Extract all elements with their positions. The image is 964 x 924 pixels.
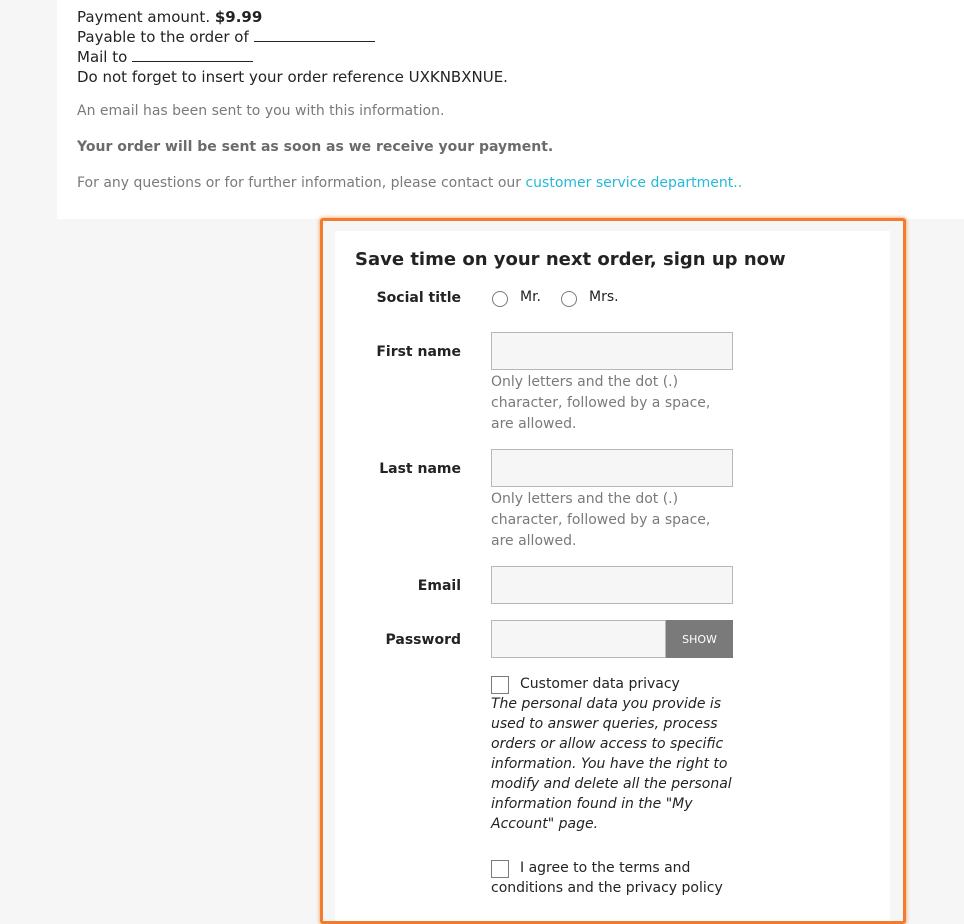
order-reference: UXKNBXNUE (408, 68, 504, 86)
signup-highlight-frame (320, 218, 906, 924)
radio-mrs[interactable] (561, 291, 577, 307)
payment-instructions (77, 7, 508, 87)
order-reference-line: Do not forget to insert your order reference UXKNBXNUE. (77, 68, 508, 86)
first-name-hint: Only letters and the dot (.) character, followed by a space, are allowed. (491, 374, 711, 432)
radio-mrs-label[interactable]: Mrs. (589, 289, 619, 305)
terms-checkbox-label[interactable]: I agree to the terms and conditions and the privacy policy (491, 860, 723, 896)
social-title-label: Social title (376, 290, 461, 306)
radio-mr[interactable] (492, 291, 508, 307)
mail-to-line: Mail to (77, 47, 508, 67)
radio-mr-label[interactable]: Mr. (520, 289, 541, 305)
signup-title: Save time on your next order, sign up now (355, 249, 786, 270)
first-name-label: First name (376, 344, 461, 360)
payment-amount: $9.99 (214, 8, 263, 26)
show-password-button[interactable]: SHOW (666, 620, 733, 658)
email-sent-notice: An email has been sent to you with this information. (77, 103, 445, 119)
privacy-checkbox-label[interactable]: Customer data privacy (520, 676, 680, 692)
mail-to-blank (132, 47, 253, 62)
payable-to-line: Payable to the order of (77, 27, 508, 47)
customer-service-link[interactable]: customer service department. (525, 175, 738, 191)
first-name-input[interactable] (491, 332, 733, 370)
email-input[interactable] (491, 566, 733, 604)
signup-form (335, 231, 890, 921)
order-shipping-notice: Your order will be sent as soon as we receive your payment. (77, 139, 554, 155)
contact-notice: For any questions or for further information, please contact our customer service department.. (77, 175, 743, 191)
order-confirmation-panel (57, 0, 964, 219)
last-name-input[interactable] (491, 449, 733, 487)
password-input[interactable] (491, 620, 666, 658)
privacy-note: The personal data you provide is used to answer queries, process orders or allow access to specific information. You have the right to modify and delete all the personal information found in the "My Account" page. (491, 696, 732, 832)
password-label: Password (385, 632, 461, 648)
payable-to-blank (254, 27, 375, 42)
payment-amount-line: Payment amount. $9.99 (77, 8, 263, 26)
last-name-label: Last name (379, 461, 461, 477)
last-name-hint: Only letters and the dot (.) character, followed by a space, are allowed. (491, 491, 711, 549)
email-label: Email (417, 578, 461, 594)
